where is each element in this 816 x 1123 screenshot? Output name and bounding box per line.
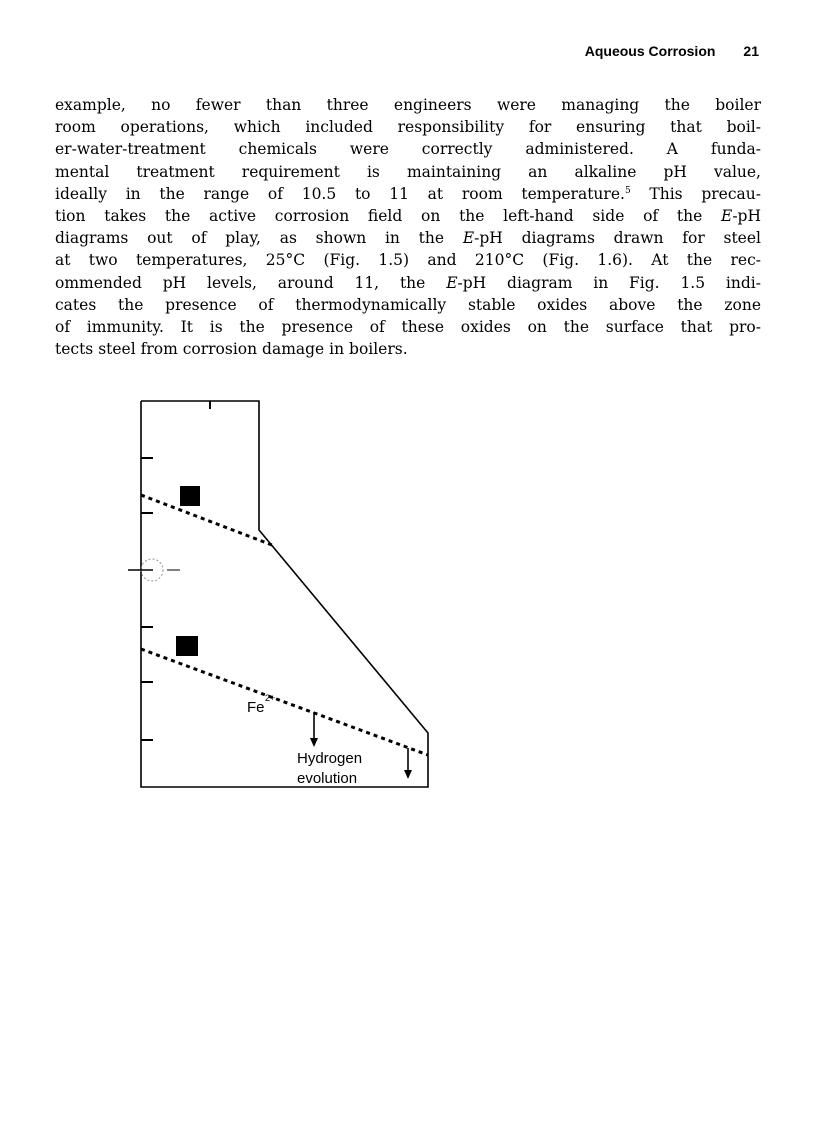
text-line: cates the presence of thermodynamically stable oxides above the zone <box>55 295 761 314</box>
text-line: tects steel from corrosion damage in boilers. <box>55 340 408 359</box>
text-line: diagrams out of play, as shown in the E-pH diagrams drawn for steel <box>55 229 761 248</box>
text-line: er-water-treatment chemicals were correctly administered. A funda- <box>55 140 761 159</box>
text-line: example, no fewer than three engineers were managing the boiler <box>55 96 761 114</box>
oxygen-line-dashed <box>141 495 272 545</box>
hydrogen-line-dashed <box>141 649 428 755</box>
diagram-boundary <box>141 401 428 787</box>
e-symbol: E <box>720 207 733 226</box>
marker-square <box>180 486 200 506</box>
e-symbol: E <box>462 229 475 248</box>
evolution-label: evolution <box>297 770 358 787</box>
text-line: at two temperatures, 25°C (Fig. 1.5) and 210°C (Fig. 1.6). At the rec- <box>55 251 761 270</box>
running-head-title: Aqueous Corrosion <box>584 43 716 59</box>
hydrogen-label: Hydrogen <box>297 750 363 767</box>
text-line: ideally in the range of 10.5 to 11 at room temperature.$^5$ This precau- <box>55 184 761 203</box>
text-line: tion takes the active corrosion field on the left-hand side of the E-pH <box>55 207 761 226</box>
footnote-ref: 5 <box>624 185 631 196</box>
fe-label: Fe <box>247 699 265 716</box>
e-symbol: E <box>446 273 458 292</box>
text-line: ommended pH levels, around 11, the E-pH diagram in Fig. 1.5 indi- <box>55 273 761 292</box>
text-line: mental treatment requirement is maintaining an alkaline pH value, <box>55 162 761 181</box>
arrow-down-icon <box>404 770 412 779</box>
text-line: of immunity. It is the presence of these oxides on the surface that pro- <box>55 318 761 337</box>
marker-square <box>176 636 198 656</box>
fe-charge-label: 2+ <box>265 693 276 703</box>
arrow-down-icon <box>310 738 318 747</box>
page-number: 21 <box>743 43 759 59</box>
text-line: room operations, which included responsibility for ensuring that boil- <box>55 118 761 137</box>
